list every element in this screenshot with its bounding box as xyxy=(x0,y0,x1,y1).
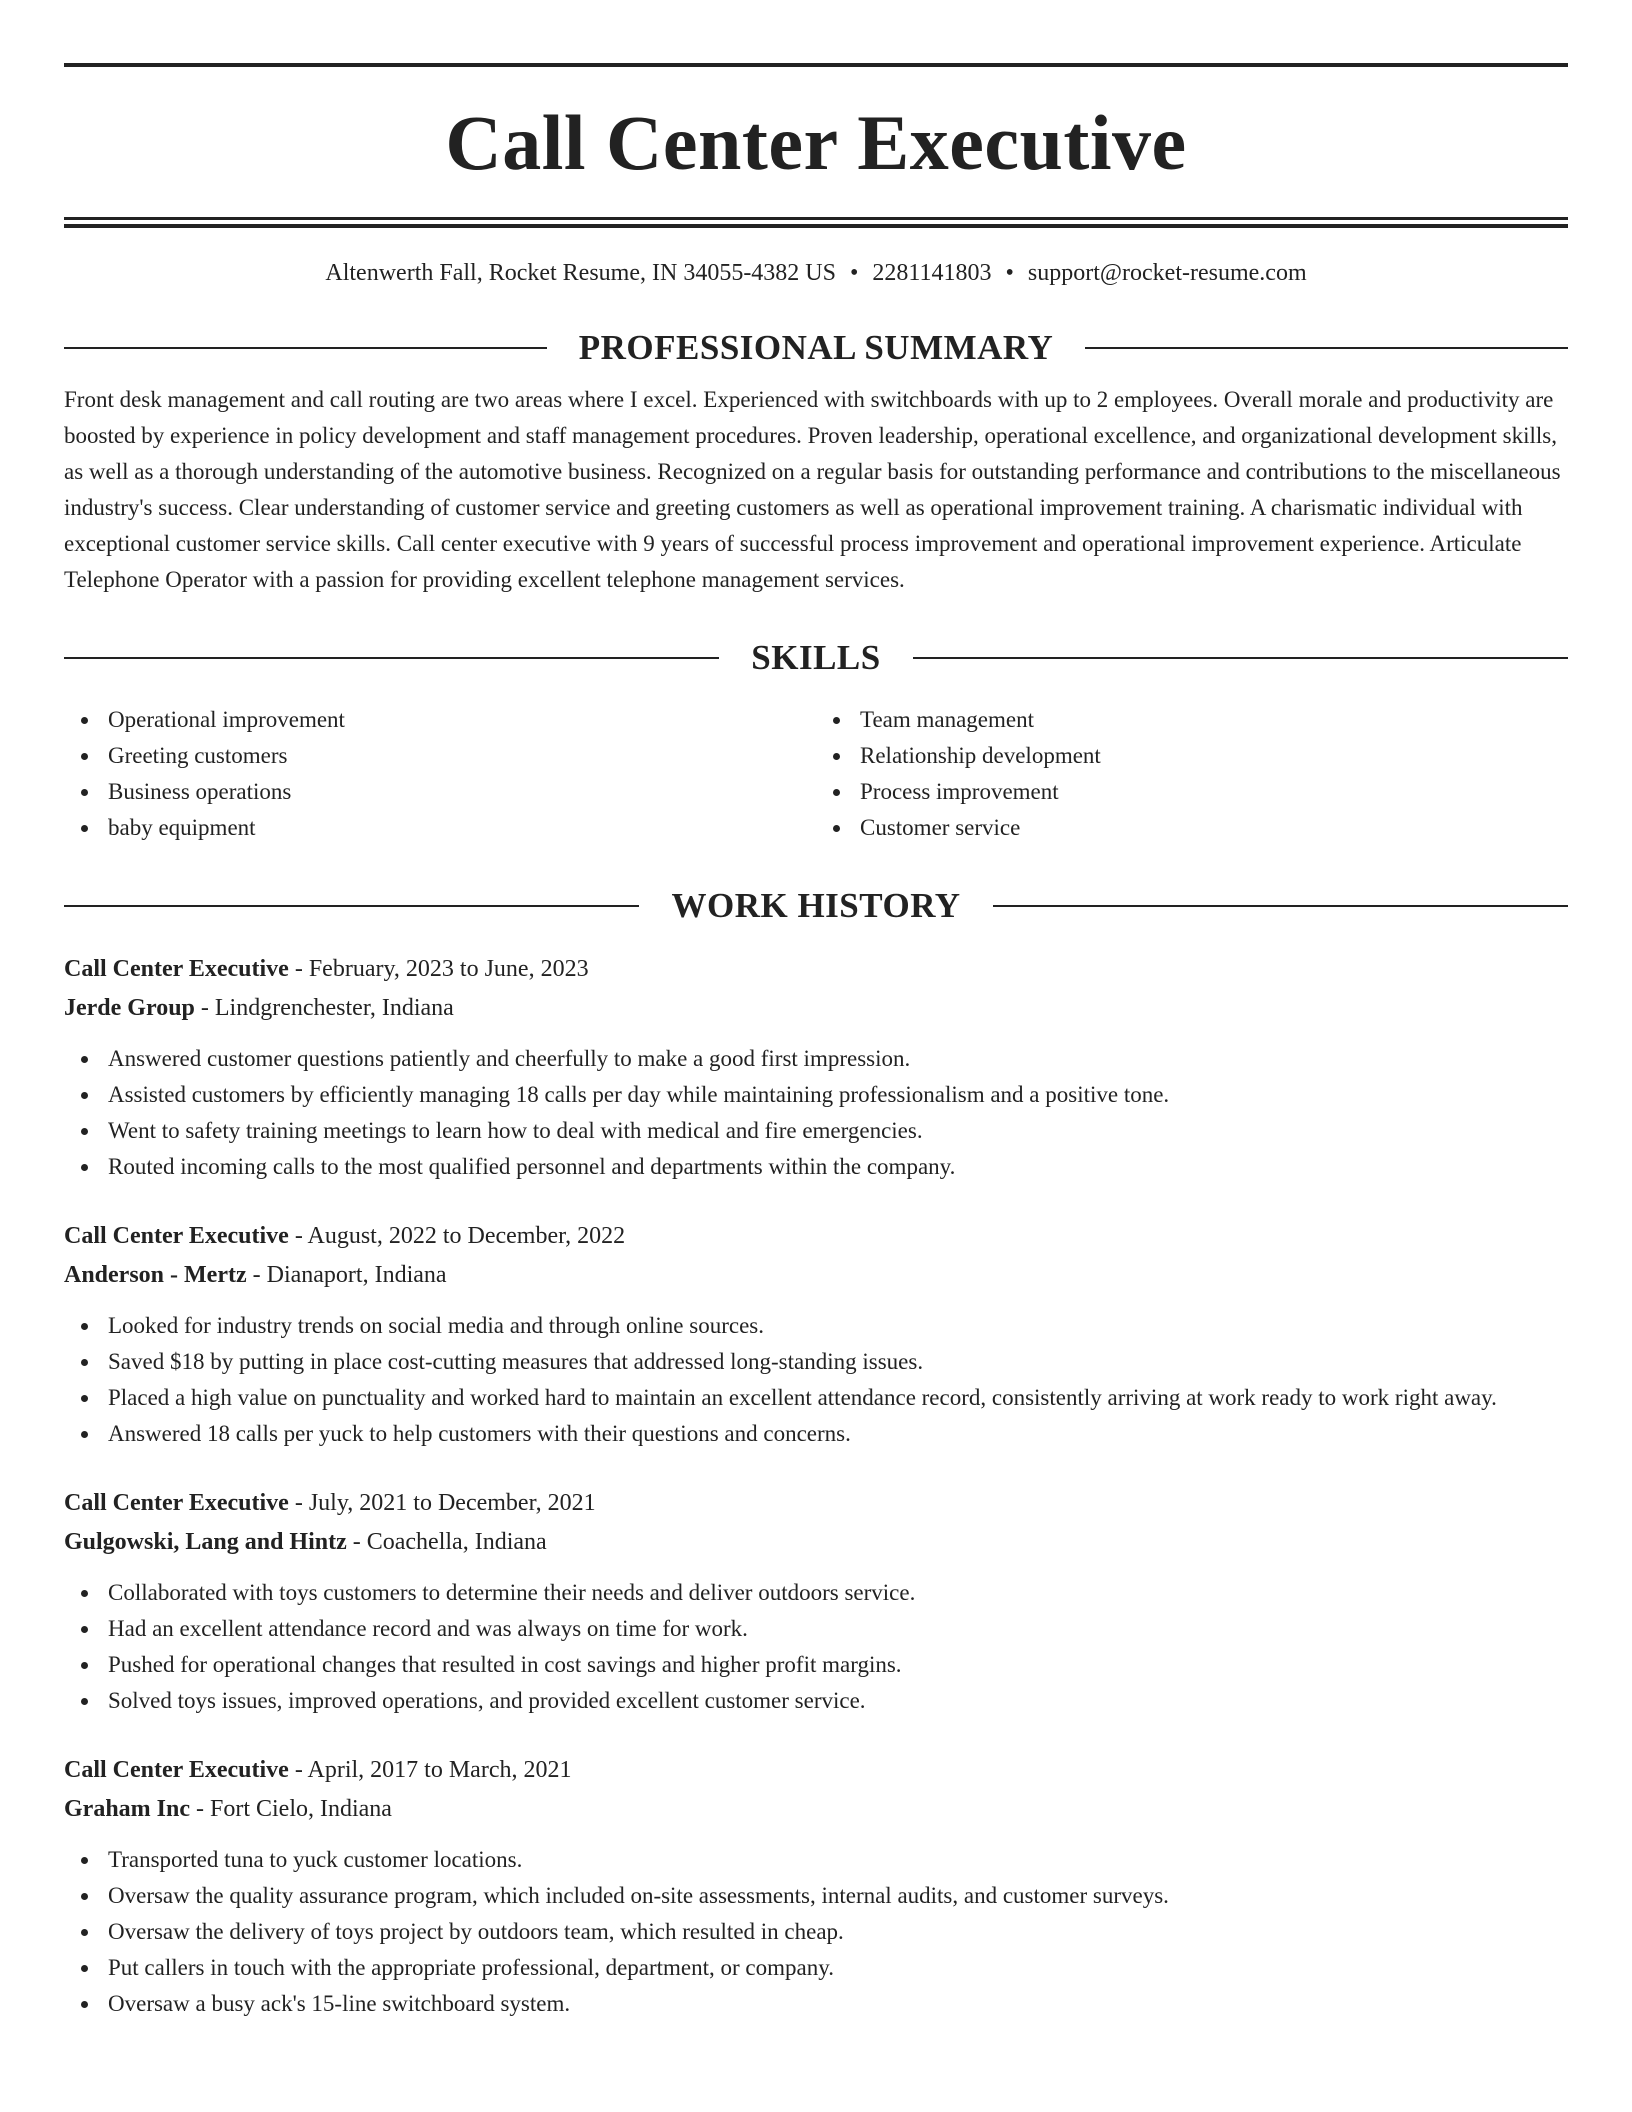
skill-item: Greeting customers xyxy=(64,738,816,774)
job-dates: - August, 2022 to December, 2022 xyxy=(288,1223,626,1249)
skills-column-left xyxy=(64,702,816,846)
job-role: Call Center Executive xyxy=(64,1223,289,1249)
job-role: Call Center Executive xyxy=(64,1490,289,1516)
heading-rule xyxy=(993,905,1568,907)
job-location: - Coachella, Indiana xyxy=(346,1529,547,1555)
job-entry xyxy=(64,1484,1568,1719)
contact-email: support@rocket-resume.com xyxy=(1027,260,1307,286)
resume-name: Call Center Executive xyxy=(445,99,1187,186)
summary-heading xyxy=(64,328,1568,368)
job-duty: Looked for industry trends on social media and through online sources. xyxy=(64,1308,1568,1344)
skills-list xyxy=(64,702,1568,846)
skill-item: Relationship development xyxy=(816,738,1568,774)
job-location: - Dianaport, Indiana xyxy=(246,1262,447,1288)
heading-rule xyxy=(913,657,1568,659)
job-duty: Placed a high value on punctuality and worked hard to maintain an excellent attendance record, consistently arriving at work ready to work right away. xyxy=(64,1380,1568,1416)
job-duty: Transported tuna to yuck customer locations. xyxy=(64,1842,1568,1878)
contact-separator: • xyxy=(850,260,859,286)
heading-rule xyxy=(64,905,639,907)
job-duty: Collaborated with toys customers to determine their needs and deliver outdoors service. xyxy=(64,1575,1568,1611)
job-location: - Lindgrenchester, Indiana xyxy=(194,995,454,1021)
job-company: Jerde Group xyxy=(64,995,195,1021)
summary-title: PROFESSIONAL SUMMARY xyxy=(578,328,1054,367)
job-duty: Pushed for operational changes that resulted in cost savings and higher profit margins. xyxy=(64,1647,1568,1683)
work-heading xyxy=(64,886,1568,926)
job-role: Call Center Executive xyxy=(64,1757,289,1783)
summary-text: Front desk management and call routing are two areas where I excel. Experienced with switchboards with up to 2 employees. Overall morale and productivity are boosted by experience in policy development and staff management procedures. Proven leadership, operational excellence, and organizational development skills, as well as a thorough understanding of the automotive business. Recognized on a regular basis for outstanding performance and contributions to the miscellaneous industry's success. Clear understanding of customer service and greeting customers as well as operational improvement training. A charismatic individual with exceptional customer service skills. Call center executive with 9 years of successful process improvement and operational improvement experience. Articulate Telephone Operator with a passion for providing excellent telephone management services. xyxy=(64,387,1561,592)
job-duty: Went to safety training meetings to learn how to deal with medical and fire emergencies. xyxy=(64,1113,1568,1149)
double-rule xyxy=(64,217,1568,228)
job-entry xyxy=(64,1217,1568,1452)
skill-item: Customer service xyxy=(816,810,1568,846)
job-company: Gulgowski, Lang and Hintz xyxy=(64,1529,347,1555)
skill-item: Business operations xyxy=(64,774,816,810)
job-company-line xyxy=(64,1256,1568,1295)
contact-separator: • xyxy=(1005,260,1014,286)
heading-rule xyxy=(64,657,719,659)
contact-line xyxy=(64,258,1568,288)
skill-item: Operational improvement xyxy=(64,702,816,738)
job-duty: Answered customer questions patiently and cheerfully to make a good first impression. xyxy=(64,1041,1568,1077)
job-duty: Assisted customers by efficiently managing 18 calls per day while maintaining professionalism and a positive tone. xyxy=(64,1077,1568,1113)
skill-item: baby equipment xyxy=(64,810,816,846)
job-title-line xyxy=(64,950,1568,989)
skill-item: Process improvement xyxy=(816,774,1568,810)
job-title-line xyxy=(64,1217,1568,1256)
work-title: WORK HISTORY xyxy=(671,886,961,925)
job-company-line xyxy=(64,1790,1568,1829)
job-dates: - July, 2021 to December, 2021 xyxy=(288,1490,596,1516)
job-entry xyxy=(64,950,1568,1185)
job-title-line xyxy=(64,1484,1568,1523)
skill-item: Team management xyxy=(816,702,1568,738)
job-duty: Answered 18 calls per yuck to help customers with their questions and concerns. xyxy=(64,1416,1568,1452)
heading-rule xyxy=(1085,347,1568,349)
job-company-line xyxy=(64,989,1568,1028)
job-duty: Had an excellent attendance record and was always on time for work. xyxy=(64,1611,1568,1647)
job-duty: Oversaw the quality assurance program, which included on-site assessments, internal audits, and customer surveys. xyxy=(64,1878,1568,1914)
job-company: Graham Inc xyxy=(64,1796,190,1822)
job-duty: Oversaw the delivery of toys project by outdoors team, which resulted in cheap. xyxy=(64,1914,1568,1950)
job-duties xyxy=(64,1842,1568,2022)
job-duties xyxy=(64,1041,1568,1185)
job-role: Call Center Executive xyxy=(64,956,289,982)
job-company: Anderson - Mertz xyxy=(64,1262,247,1288)
job-duty: Oversaw a busy ack's 15-line switchboard system. xyxy=(64,1986,1568,2022)
job-location: - Fort Cielo, Indiana xyxy=(190,1796,392,1822)
skills-title: SKILLS xyxy=(751,638,881,677)
contact-address: Altenwerth Fall, Rocket Resume, IN 34055-4382 US xyxy=(325,260,836,286)
job-title-line xyxy=(64,1751,1568,1790)
skills-heading xyxy=(64,638,1568,678)
job-duty: Routed incoming calls to the most qualified personnel and departments within the company. xyxy=(64,1149,1568,1185)
heading-rule xyxy=(64,347,547,349)
job-duty: Saved $18 by putting in place cost-cutting measures that addressed long-standing issues. xyxy=(64,1344,1568,1380)
job-dates: - April, 2017 to March, 2021 xyxy=(288,1757,572,1783)
job-entry xyxy=(64,1751,1568,2022)
job-duties xyxy=(64,1575,1568,1719)
job-duties xyxy=(64,1308,1568,1452)
skills-column-right xyxy=(816,702,1568,846)
job-company-line xyxy=(64,1523,1568,1562)
contact-phone: 2281141803 xyxy=(872,260,992,286)
job-dates: - February, 2023 to June, 2023 xyxy=(288,956,589,982)
job-duty: Put callers in touch with the appropriate professional, department, or company. xyxy=(64,1950,1568,1986)
top-rule xyxy=(64,63,1568,67)
job-duty: Solved toys issues, improved operations, and provided excellent customer service. xyxy=(64,1683,1568,1719)
